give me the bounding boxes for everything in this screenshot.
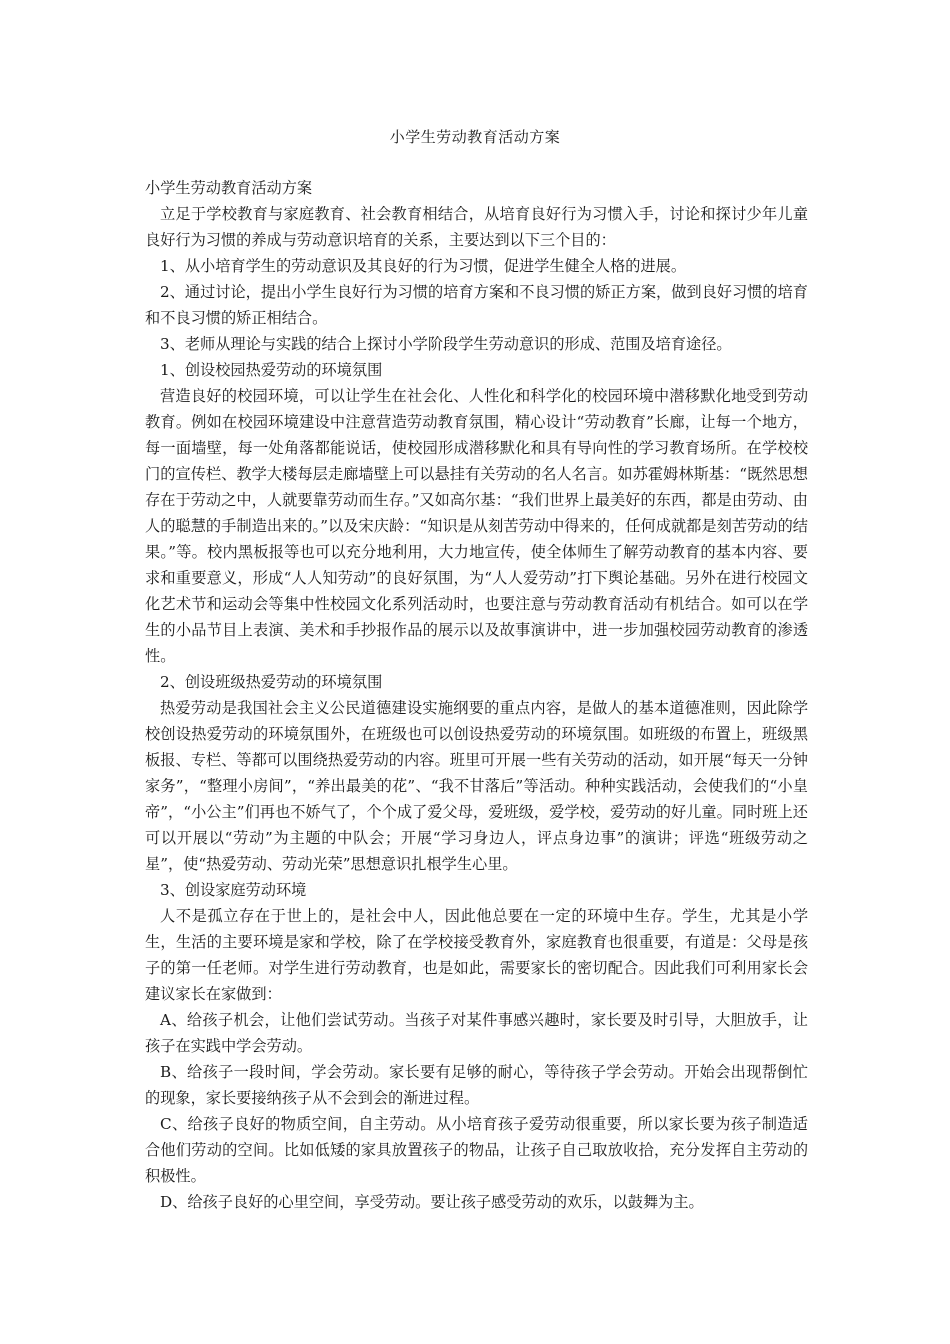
family-paragraph: 人不是孤立存在于世上的，是社会中人，因此他总要在一定的环境中生存。学生，尤其是小学生，生活的主要环境是家和学校，除了在学校接受教育外，家庭教育也很重要，有道是：父母是孩子的第一任老师。对学生进行劳动教育，也是如此，需要家长的密切配合。因此我们可利用家长会建议家长在家做到： — [145, 907, 808, 1003]
family-item-d: D、给孩子良好的心里空间，享受劳动。要让孩子感受劳动的欢乐，以鼓舞为主。 — [160, 1193, 704, 1211]
goal-item-3: 3、老师从理论与实践的结合上探讨小学阶段学生劳动意识的形成、范围及培育途径。 — [160, 335, 732, 353]
family-item-b: B、给孩子一段时间，学会劳动。家长要有足够的耐心，等待孩子学会劳动。开始会出现帮倒忙的现象，家长要接纳孩子从不会到会的渐进过程。 — [145, 1063, 808, 1107]
section-heading-family: 3、创设家庭劳动环境 — [160, 881, 307, 899]
family-item-c: C、给孩子良好的物质空间，自主劳动。从小培育孩子爱劳动很重要，所以家长要为孩子制造适合他们劳动的空间。比如低矮的家具放置孩子的物品，让孩子自己取放收拾，充分发挥自主劳动的积极性。 — [145, 1115, 808, 1185]
goal-item-1: 1、从小培育学生的劳动意识及其良好的行为习惯，促进学生健全人格的进展。 — [160, 257, 687, 275]
intro-paragraph: 立足于学校教育与家庭教育、社会教育相结合，从培育良好行为习惯入手，讨论和探讨少年儿童良好行为习惯的养成与劳动意识培育的关系，主要达到以下三个目的： — [145, 205, 808, 249]
document-subtitle: 小学生劳动教育活动方案 — [145, 179, 313, 197]
goal-item-2: 2、通过讨论，提出小学生良好行为习惯的培育方案和不良习惯的矫正方案，做到良好习惯的培育和不良习惯的矫正相结合。 — [145, 283, 808, 327]
section-heading-campus: 1、创设校园热爱劳动的环境氛围 — [160, 361, 383, 379]
section-heading-class: 2、创设班级热爱劳动的环境氛围 — [160, 673, 383, 691]
document-body — [145, 175, 808, 1215]
family-item-a: A、给孩子机会，让他们尝试劳动。当孩子对某件事感兴趣时，家长要及时引导，大胆放手，让孩子在实践中学会劳动。 — [145, 1011, 808, 1055]
class-paragraph: 热爱劳动是我国社会主义公民道德建设实施纲要的重点内容，是做人的基本道德准则，因此除学校创设热爱劳动的环境氛围外，在班级也可以创设热爱劳动的环境氛围。如班级的布置上，班级黑板报、专栏、等都可以围绕热爱劳动的内容。班里可开展一些有关劳动的活动，如开展“每天一分钟家务”，“整理小房间”，“养出最美的花”、“我不甘落后”等活动。种种实践活动，会使我们的“小皇帝”，“小公主”们再也不娇气了，个个成了爱父母，爱班级，爱学校，爱劳动的好儿童。同时班上还可以开展以“劳动”为主题的中队会；开展“学习身边人，评点身边事”的演讲；评选“班级劳动之星”，使“热爱劳动、劳动光荣”思想意识扎根学生心里。 — [145, 699, 808, 873]
document-title: 小学生劳动教育活动方案 — [389, 128, 561, 146]
campus-paragraph: 营造良好的校园环境，可以让学生在社会化、人性化和科学化的校园环境中潜移默化地受到劳动教育。例如在校园环境建设中注意营造劳动教育氛围，精心设计“劳动教育”长廊，让每一个地方，每一面墙壁，每一处角落都能说话，使校园形成潜移默化和具有导向性的学习教育场所。在学校校门的宣传栏、教学大楼每层走廊墙壁上可以悬挂有关劳动的名人名言。如苏霍姆林斯基：“既然思想存在于劳动之中，人就要靠劳动而生存。”又如高尔基：“我们世界上最美好的东西，都是由劳动、由人的聪慧的手制造出来的。”以及宋庆龄：“知识是从刻苦劳动中得来的，任何成就都是刻苦劳动的结果。”等。校内黑板报等也可以充分地利用，大力地宣传，使全体师生了解劳动教育的基本内容、要求和重要意义，形成“人人知劳动”的良好氛围，为“人人爱劳动”打下舆论基础。另外在进行校园文化艺术节和运动会等集中性校园文化系列活动时，也要注意与劳动教育活动有机结合。如可以在学生的小品节目上表演、美术和手抄报作品的展示以及故事演讲中，进一步加强校园劳动教育的渗透性。 — [145, 387, 808, 665]
